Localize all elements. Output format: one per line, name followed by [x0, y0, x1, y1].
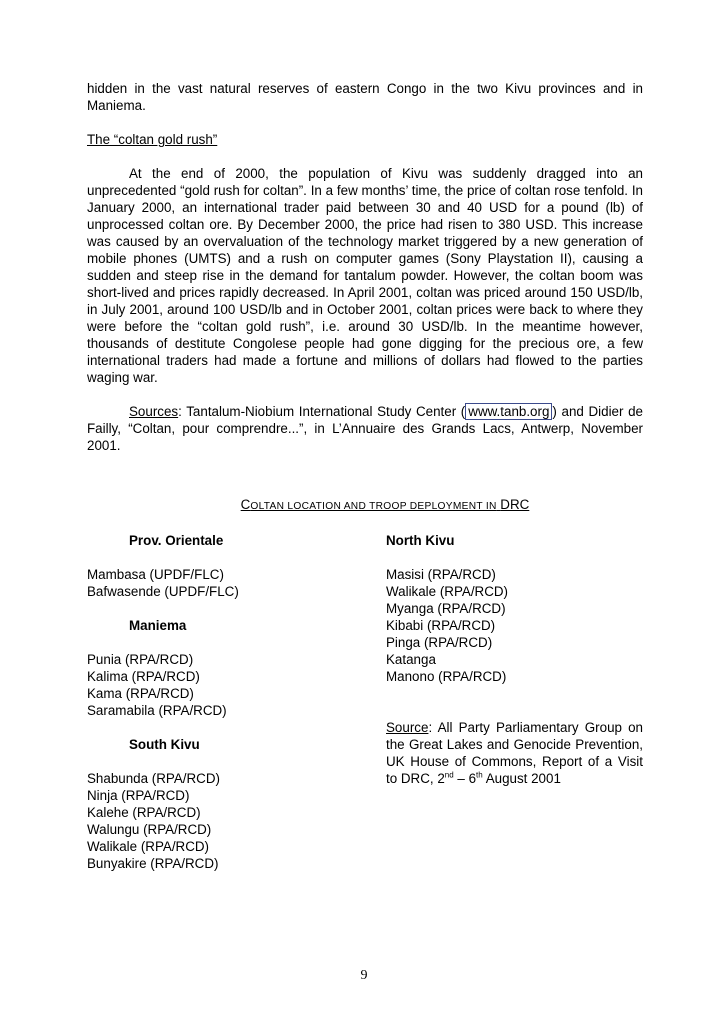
list-item: Kama (RPA/RCD): [87, 686, 194, 701]
sources-paragraph: [87, 403, 643, 454]
table-source: Source: All Party Parliamentary Group on the Great Lakes and Genocide Prevention, UK House of Commons, Report of a Visit to DRC, 2nd – 6th August 2001: [386, 720, 643, 786]
list-item: Bafwasende (UPDF/FLC): [87, 584, 239, 599]
list-item: Manono (RPA/RCD): [386, 669, 507, 684]
tanb-link[interactable]: www.tanb.org: [465, 403, 552, 420]
intro-paragraph-tail: hidden in the vast natural reserves of eastern Congo in the two Kivu provinces and in Maniema.: [87, 81, 643, 113]
list-item: Punia (RPA/RCD): [87, 652, 194, 667]
sources-text-1: : Tantalum-Niobium International Study Center (: [178, 404, 466, 419]
page-number: 9: [360, 968, 368, 983]
list-item: Saramabila (RPA/RCD): [87, 703, 227, 718]
list-item: Myanga (RPA/RCD): [386, 601, 506, 616]
list-item: Kalima (RPA/RCD): [87, 669, 200, 684]
table-title: COLTAN LOCATION AND TROOP DEPLOYMENT IN DRC: [240, 497, 530, 512]
list-item: Katanga: [386, 652, 436, 667]
document-page: [87, 80, 643, 872]
heading-south-kivu: South Kivu: [129, 737, 200, 752]
heading-maniema: Maniema: [129, 618, 187, 633]
list-item: Kalehe (RPA/RCD): [87, 805, 201, 820]
deployment-table: [87, 532, 643, 872]
list-item: Walikale (RPA/RCD): [87, 839, 210, 854]
heading-prov-orientale: Prov. Orientale: [129, 533, 224, 548]
list-item: Pinga (RPA/RCD): [386, 635, 493, 650]
list-item: Walikale (RPA/RCD): [386, 584, 509, 599]
list-item: Masisi (RPA/RCD): [386, 567, 496, 582]
list-item: Ninja (RPA/RCD): [87, 788, 190, 803]
body-paragraph: At the end of 2000, the population of Kivu was suddenly dragged into an unprecedented “gold rush for coltan”. In a few months’ time, the price of coltan rose tenfold. In January 2000, an international trader paid between 30 and 40 USD for a pound (lb) of unprocessed coltan ore. By December 2000, the price had risen to 380 USD. This increase was caused by an overvaluation of the technology market triggered by a new generation of mobile phones (UMTS) and a rush on computer games (Sony Playstation II), causing a sudden and steep rise in the demand for tantalum powder. However, the coltan boom was short-lived and prices rapidly decreased. In April 2001, coltan was priced around 150 USD/lb, in July 2001, around 100 USD/lb and in October 2001, coltan prices were back to where they were before the “coltan gold rush”, i.e. around 30 USD/lb. In the meantime however, thousands of destitute Congolese people had gone digging for the precious ore, a few international traders had made a fortune and millions of dollars had flowed to the parties waging war.: [87, 166, 643, 385]
list-item: Walungu (RPA/RCD): [87, 822, 212, 837]
list-item: Bunyakire (RPA/RCD): [87, 856, 219, 871]
section-heading: The “coltan gold rush”: [87, 132, 218, 147]
heading-north-kivu: North Kivu: [386, 533, 455, 548]
source-label: Source: [386, 720, 429, 735]
sources-text-2: ) and Didier de Failly, “Coltan, pour comprendre...”, in L’Annuaire des Grands Lacs, Antwerp, November 2001.: [87, 404, 643, 453]
list-item: Mambasa (UPDF/FLC): [87, 567, 224, 582]
right-column: [386, 532, 643, 787]
list-item: Kibabi (RPA/RCD): [386, 618, 496, 633]
list-item: Shabunda (RPA/RCD): [87, 771, 220, 786]
sources-label: Sources: [129, 404, 179, 419]
left-column: [87, 532, 367, 872]
